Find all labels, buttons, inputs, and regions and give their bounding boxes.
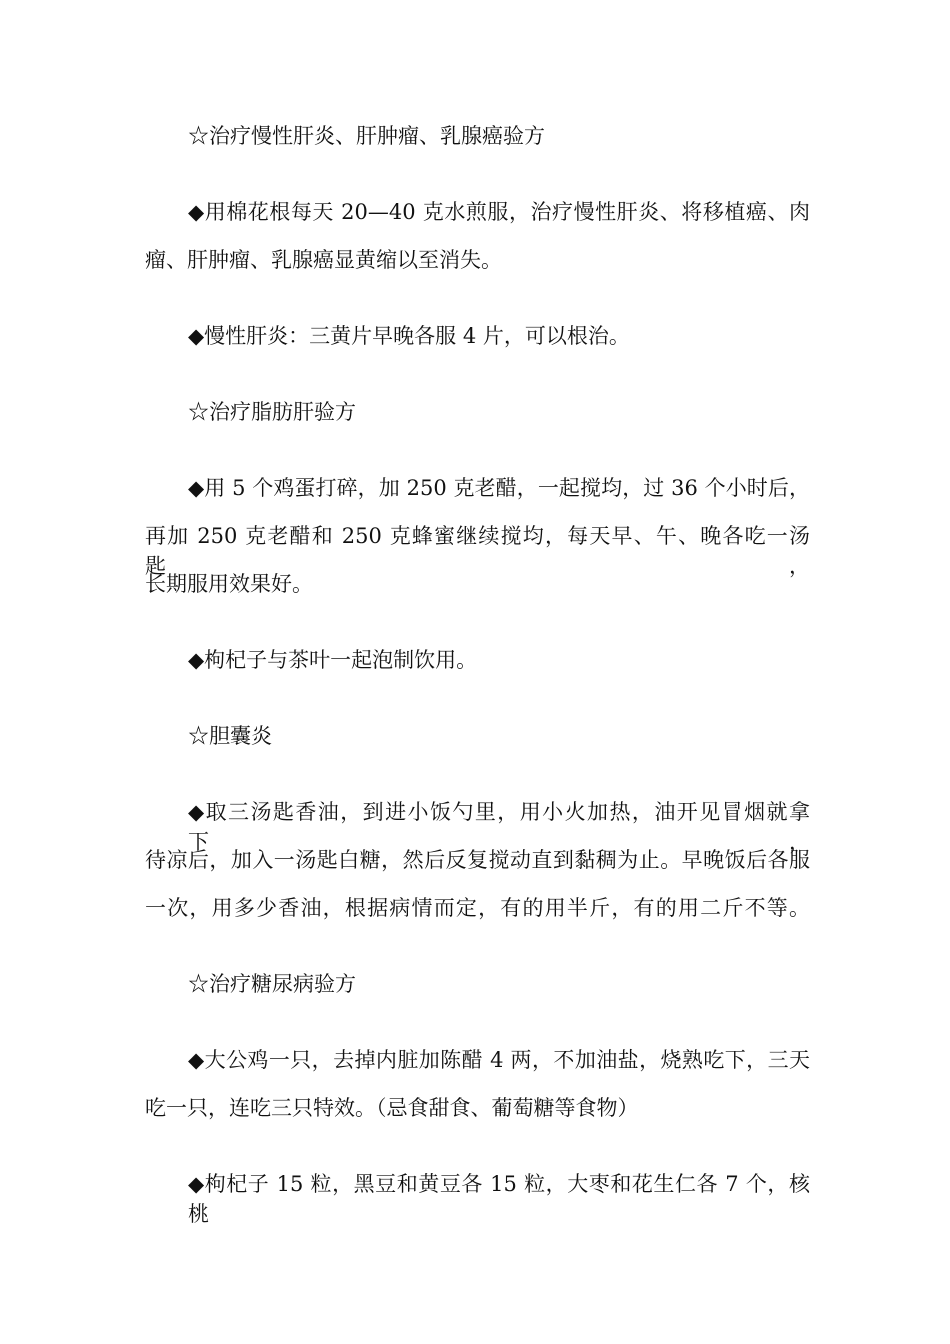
paragraph-sesame-oil-line-1: ◆取三汤匙香油，到进小饭勺里，用小火加热，油开见冒烟就拿下， [188, 800, 810, 854]
paragraph-cotton-root-line-1: ◆用棉花根每天 20—40 克水煎服，治疗慢性肝炎、将移植癌、肉 [188, 200, 810, 224]
paragraph-rooster-line-1: ◆大公鸡一只，去掉内脏加陈醋 4 两，不加油盐，烧熟吃下，三天 [188, 1048, 810, 1072]
paragraph-goji-tea: ◆枸杞子与茶叶一起泡制饮用。 [188, 648, 478, 672]
paragraph-chronic-hepatitis: ◆慢性肝炎：三黄片早晚各服 4 片，可以根治。 [188, 324, 630, 348]
paragraph-egg-vinegar-line-2: 再加 250 克老醋和 250 克蜂蜜继续搅均，每天早、午、晚各吃一汤匙， [145, 524, 810, 578]
paragraph-egg-vinegar-line-1: ◆用 5 个鸡蛋打碎，加 250 克老醋，一起搅均，过 36 个小时后， [188, 476, 810, 500]
heading-fatty-liver-remedy: ☆治疗脂肪肝验方 [188, 400, 356, 424]
paragraph-cotton-root-line-2: 瘤、肝肿瘤、乳腺癌显黄缩以至消失。 [145, 248, 502, 272]
paragraph-egg-vinegar-line-3: 长期服用效果好。 [145, 572, 313, 596]
heading-cholecystitis: ☆胆囊炎 [188, 724, 272, 748]
paragraph-sesame-oil-line-3: 一次，用多少香油，根据病情而定，有的用半斤，有的用二斤不等。 [145, 896, 810, 920]
paragraph-sesame-oil-line-2: 待凉后，加入一汤匙白糖，然后反复搅动直到黏稠为止。早晚饭后各服 [145, 848, 810, 872]
heading-liver-cancer-remedy: ☆治疗慢性肝炎、肝肿瘤、乳腺癌验方 [188, 124, 545, 148]
paragraph-rooster-line-2: 吃一只，连吃三只特效。（忌食甜食、葡萄糖等食物） [145, 1096, 639, 1120]
heading-diabetes-remedy: ☆治疗糖尿病验方 [188, 972, 356, 996]
paragraph-goji-beans-line-1: ◆枸杞子 15 粒，黑豆和黄豆各 15 粒，大枣和花生仁各 7 个，核桃 [188, 1172, 810, 1226]
